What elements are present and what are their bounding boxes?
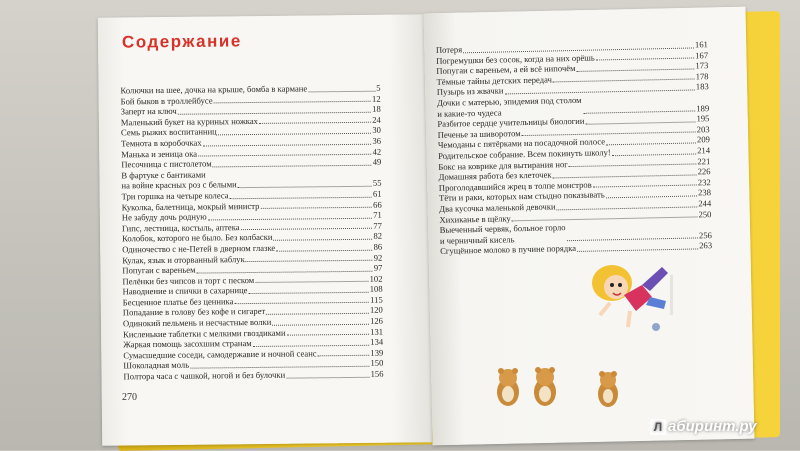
toc-entry-page: 77 <box>373 220 382 231</box>
toc-entry-title: Разбитое сердце учительницы биологии <box>437 115 585 130</box>
toc-entry-title: Манька и зеница ока <box>121 148 198 159</box>
toc-entry-title: Два кусочка маленькой девочки <box>439 201 556 214</box>
toc-entry-page: 150 <box>370 358 384 369</box>
toc-entry-title: Одиночество с не-Петей в дверном глазке <box>122 242 276 255</box>
toc-entry-title: Попадание в голову без кофе и сигарет <box>122 306 266 318</box>
toc-entry-page: 82 <box>373 230 383 242</box>
toc-entry-title: Попугаи с вареньем <box>122 264 196 276</box>
toc-entry-title: Песочница с пистолетом <box>121 158 212 170</box>
toc-entry-title: Потеря <box>435 44 463 55</box>
girl-illustration <box>580 255 680 350</box>
toc-entry-title: Тёти и раки, которых нам стыдно показывать <box>438 189 605 204</box>
toc-leader-dots <box>241 228 373 230</box>
toc-entry-title: Маленький букет на куриных ножках <box>120 115 258 128</box>
toc-entry-title: Тёмные тайны детских передач <box>436 74 552 87</box>
toc-entry-page: 156 <box>370 368 384 379</box>
toc-entry-page: 139 <box>370 347 384 358</box>
toc-entry-page: 97 <box>373 262 383 273</box>
toc-entry-page: 226 <box>697 166 711 177</box>
toc-entry-title: Погремушки без сосок, когда на них орёшь <box>436 52 595 66</box>
toc-entry-page: 24 <box>372 114 381 125</box>
toc-leader-dots <box>287 334 370 336</box>
toc-leader-dots <box>286 376 369 378</box>
toc-entry-title: Пелёнки без чипсов и торт с песком <box>122 274 255 287</box>
watermark <box>650 418 757 435</box>
toc-entry-title: Колючки на шее, дочка на крыше, бомба в кармане <box>120 83 308 96</box>
toc-entry-page: 71 <box>373 209 382 220</box>
toc-entry-page: 161 <box>694 39 708 50</box>
toc-entry-title: Жаркая помощь засохшим странам <box>123 338 252 350</box>
toc-entry-title: Бокс на коврике для вытирания ног <box>438 158 568 172</box>
toc-right-column <box>436 39 712 257</box>
toc-entry-title: Заперт на ключ <box>120 105 177 117</box>
toc-entry-page: 134 <box>370 336 384 348</box>
watermark-text: абиринт.ру <box>668 418 757 435</box>
toc-entry-page: 178 <box>695 70 709 82</box>
toc-entry-page: 49 <box>372 156 382 167</box>
toc-entry-title: Кулак, язык и оторванный каблук <box>122 253 245 265</box>
toc-entry-title: Полтора часа с чашкой, ногой и без булочки <box>123 369 286 382</box>
toc-entry-page: 250 <box>698 208 712 219</box>
toc-entry-page: 108 <box>369 283 383 295</box>
toc-entry-title: Дочки с матерью, эпидемия под столом и какие-то чудеса <box>436 94 582 119</box>
toc-leader-dots <box>276 249 372 251</box>
toc-entry-title: Наводнение и спички в сахарнице <box>122 285 248 297</box>
toc-leader-dots <box>253 345 370 347</box>
toc-entry-page: 61 <box>372 188 382 199</box>
toc-leader-dots <box>249 292 369 294</box>
toc-entry-page: 221 <box>697 155 711 166</box>
toc-entry-title: Пузырь из жвачки <box>436 85 504 98</box>
toc-entry-title: Печенье за шиворотом <box>437 127 521 140</box>
toc-leader-dots <box>308 90 375 92</box>
toc-entry <box>121 167 381 191</box>
toc-entry-page: 256 <box>698 229 712 241</box>
toc-entry-page: 120 <box>369 305 383 316</box>
toc-leader-dots <box>218 133 372 136</box>
toc-entry-title: Проголодавшийся жрец в толпе монстров <box>438 179 592 193</box>
toc-leader-dots <box>230 196 372 198</box>
toc-entry-page: 189 <box>696 102 710 113</box>
toc-leader-dots <box>238 186 372 188</box>
toc-entry-page: 173 <box>695 60 709 71</box>
toc-entry-title: Родительское собрание. Всем покинуть школу! <box>438 147 611 161</box>
toc-entry-page: 167 <box>695 49 709 61</box>
toc-entry-page: 195 <box>696 113 710 124</box>
toc-entry-page: 203 <box>696 123 710 135</box>
toc-leader-dots <box>234 302 369 304</box>
toc-entry-title: Чемоданы с пятёрками на посадочной полосе <box>437 136 606 151</box>
toc-entry-title: В фартуке с бантиками на войне красных роз с белыми <box>121 169 237 191</box>
toc-entry-title: Гипс, лестница, костыль, аптека <box>121 221 240 234</box>
toc-entry-page: 5 <box>376 82 381 93</box>
toc-entry-title: Семь рыжих воспитанниц <box>120 126 217 138</box>
toc-entry-title: Темнота в коробочках <box>121 137 202 149</box>
toc-entry-title: Хихиканье в щёлку <box>439 212 511 225</box>
toc-leader-dots <box>266 313 369 315</box>
toc-entry-page: 102 <box>369 273 383 284</box>
hamster-illustration <box>490 362 630 412</box>
toc-entry-page: 209 <box>696 134 710 145</box>
toc-entry-page: 12 <box>371 93 381 104</box>
toc-entry-page: 214 <box>697 145 711 156</box>
toc-entry-page: 244 <box>698 198 712 209</box>
toc-entry-page: 126 <box>369 315 383 326</box>
toc-entry-title: Домашняя работа без клеточек <box>438 169 552 182</box>
toc-leader-dots <box>259 122 371 124</box>
toc-entry-title: Одинокий пельмень и несчастные волки <box>122 316 272 329</box>
toc-left-column <box>120 83 383 382</box>
toc-leader-dots <box>577 248 698 252</box>
toc-entry-title: Куколка, балетница, мокрый министр <box>121 200 260 212</box>
toc-leader-dots <box>272 323 369 325</box>
toc-entry-title: Три горшка на четыре колеса <box>121 190 229 202</box>
toc-entry-title: Попугаи с вареньем, а ей всё нипочём <box>436 63 576 77</box>
toc-entry-title: Не забуду дочь родную <box>121 211 207 223</box>
toc-entry-title: Выеченный червяк, больное горло и черничный кисель <box>439 222 566 246</box>
toc-leader-dots <box>260 207 372 209</box>
toc-entry-title: Сгущённое молоко в пучине порядка <box>440 243 577 257</box>
toc-entry-title: Бой быков в троллейбусе <box>120 94 213 106</box>
toc-leader-dots <box>273 239 372 241</box>
toc-entry-page: 131 <box>370 326 384 337</box>
toc-entry-page: 263 <box>699 240 713 251</box>
toc-entry-page: 183 <box>695 81 709 92</box>
toc-entry-page: 42 <box>372 146 382 157</box>
toc-leader-dots <box>246 260 373 262</box>
toc-leader-dots <box>255 281 368 283</box>
toc-entry-page: 55 <box>372 177 382 189</box>
toc-entry-page: 66 <box>373 199 382 210</box>
toc-entry-title: Шоколадная моль <box>123 360 190 371</box>
watermark-logo-box: Л <box>650 419 666 435</box>
toc-entry-page: 115 <box>370 294 383 305</box>
toc-entry-page: 18 <box>372 103 381 114</box>
toc-entry-page: 232 <box>697 176 711 188</box>
contents-heading: Содержание <box>121 31 242 52</box>
toc-entry-title: Колобок, которого не было. Без колбаски <box>122 232 273 244</box>
toc-entry-page: 36 <box>372 135 382 146</box>
page-number: 270 <box>122 392 137 403</box>
toc-entry-title: Сумасшедшие соседи, самодержавие и ночной сеанс <box>123 348 317 361</box>
toc-entry-page: 238 <box>697 187 712 198</box>
toc-leader-dots <box>318 355 370 357</box>
toc-entry-page: 92 <box>373 252 383 263</box>
toc-entry-page: 86 <box>373 241 383 252</box>
toc-entry-title: Бесценное платье без ценника <box>122 296 234 308</box>
toc-entry-title: Кисленькие таблетки с мелкими гвоздиками <box>123 327 286 340</box>
toc-entry-page: 30 <box>372 125 381 136</box>
